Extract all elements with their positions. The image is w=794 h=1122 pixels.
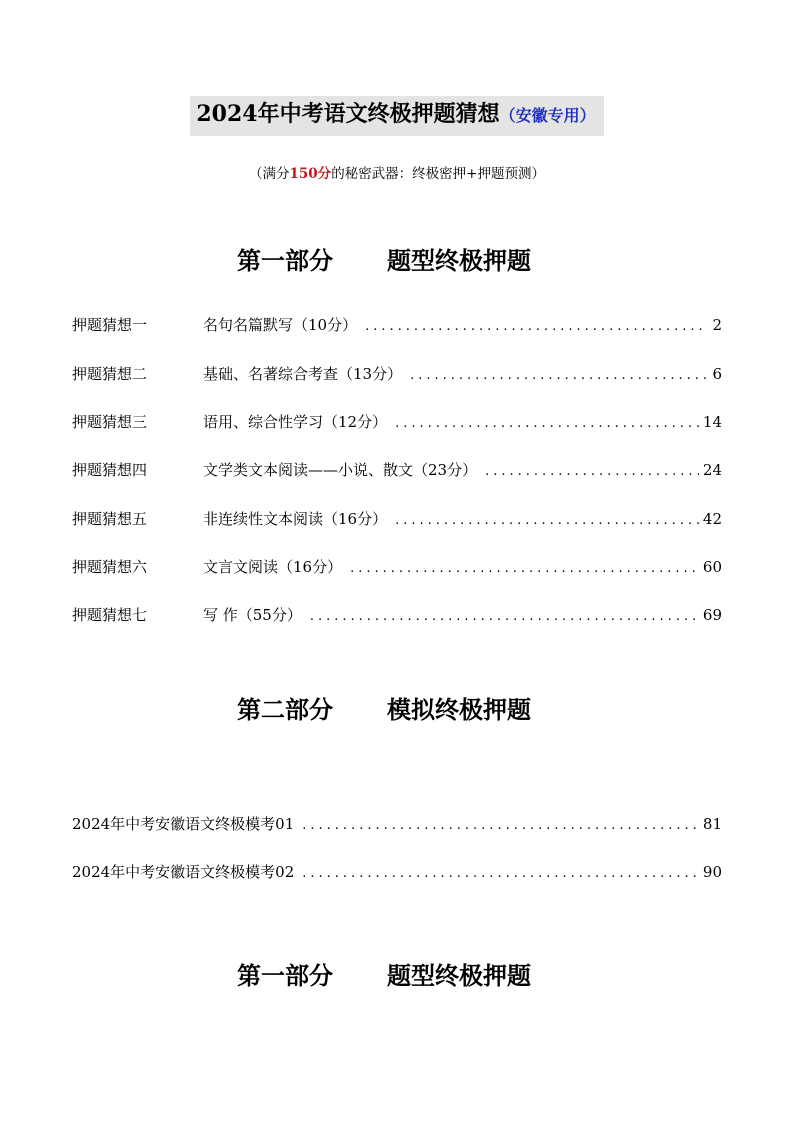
toc-row[interactable]	[72, 313, 722, 337]
toc-page-number: 90	[702, 863, 722, 881]
toc-page-number: 24	[702, 461, 722, 479]
toc-leader-dots	[350, 557, 699, 581]
toc-leader-dots	[302, 862, 699, 886]
toc-row[interactable]	[72, 507, 722, 531]
title-region-tag: （安徽专用）	[499, 106, 596, 125]
toc-row[interactable]	[72, 860, 722, 884]
part2-heading	[237, 693, 531, 727]
part1-name: 题型终极押题	[387, 246, 531, 275]
toc-label: 押题猜想五	[72, 510, 148, 528]
toc-leader-dots	[365, 315, 708, 339]
toc-title: 语用、综合性学习（12分）	[203, 413, 388, 431]
toc-leader-dots	[410, 364, 708, 388]
part2-number: 第二部分	[237, 695, 333, 724]
subtitle-suffix: 的秘密武器：终极密押+押题预测）	[331, 166, 545, 182]
document-title-wrap	[0, 96, 794, 136]
toc-label: 押题猜想二	[72, 365, 148, 383]
toc-page-number: 14	[702, 413, 722, 431]
toc-page-number: 60	[702, 558, 722, 576]
subtitle-prefix: （满分	[249, 166, 290, 182]
toc-row[interactable]	[72, 362, 722, 386]
toc-page-number: 81	[702, 815, 722, 833]
part2-name: 模拟终极押题	[387, 695, 531, 724]
toc-title: 写 作（55分）	[203, 606, 302, 624]
toc-leader-dots	[310, 605, 699, 629]
toc-label: 押题猜想一	[72, 316, 148, 334]
document-subtitle	[0, 164, 794, 184]
toc-row[interactable]	[72, 458, 722, 482]
toc-page-number: 69	[702, 606, 722, 624]
toc-label: 押题猜想七	[72, 606, 148, 624]
part1-repeat-heading	[237, 959, 531, 993]
toc-row[interactable]	[72, 603, 722, 627]
toc-title: 2024年中考安徽语文终极模考01	[72, 815, 295, 833]
toc-leader-dots	[395, 509, 699, 533]
toc-leader-dots	[395, 412, 699, 436]
part1-repeat-number: 第一部分	[237, 961, 333, 990]
document-title	[190, 96, 603, 136]
toc-title: 基础、名著综合考查（13分）	[203, 365, 403, 383]
part1-number: 第一部分	[237, 246, 333, 275]
toc-row[interactable]	[72, 410, 722, 434]
subtitle-score: 150分	[289, 166, 332, 182]
toc-page-number: 6	[712, 365, 722, 383]
toc-title: 非连续性文本阅读（16分）	[203, 510, 388, 528]
part1-repeat-name: 题型终极押题	[387, 961, 531, 990]
toc-leader-dots	[485, 460, 699, 484]
toc-row[interactable]	[72, 812, 722, 836]
toc-title: 2024年中考安徽语文终极模考02	[72, 863, 295, 881]
toc-page-number: 42	[702, 510, 722, 528]
toc-title: 文学类文本阅读——小说、散文（23分）	[203, 461, 478, 479]
toc-row[interactable]	[72, 555, 722, 579]
toc-label: 押题猜想四	[72, 461, 148, 479]
toc-title: 名句名篇默写（10分）	[203, 316, 358, 334]
title-text: 2024年中考语文终极押题猜想	[196, 101, 500, 127]
part1-heading	[237, 244, 531, 278]
toc-leader-dots	[302, 814, 699, 838]
toc-title: 文言文阅读（16分）	[203, 558, 343, 576]
toc-label: 押题猜想三	[72, 413, 148, 431]
toc-page-number: 2	[712, 316, 722, 334]
toc-label: 押题猜想六	[72, 558, 148, 576]
